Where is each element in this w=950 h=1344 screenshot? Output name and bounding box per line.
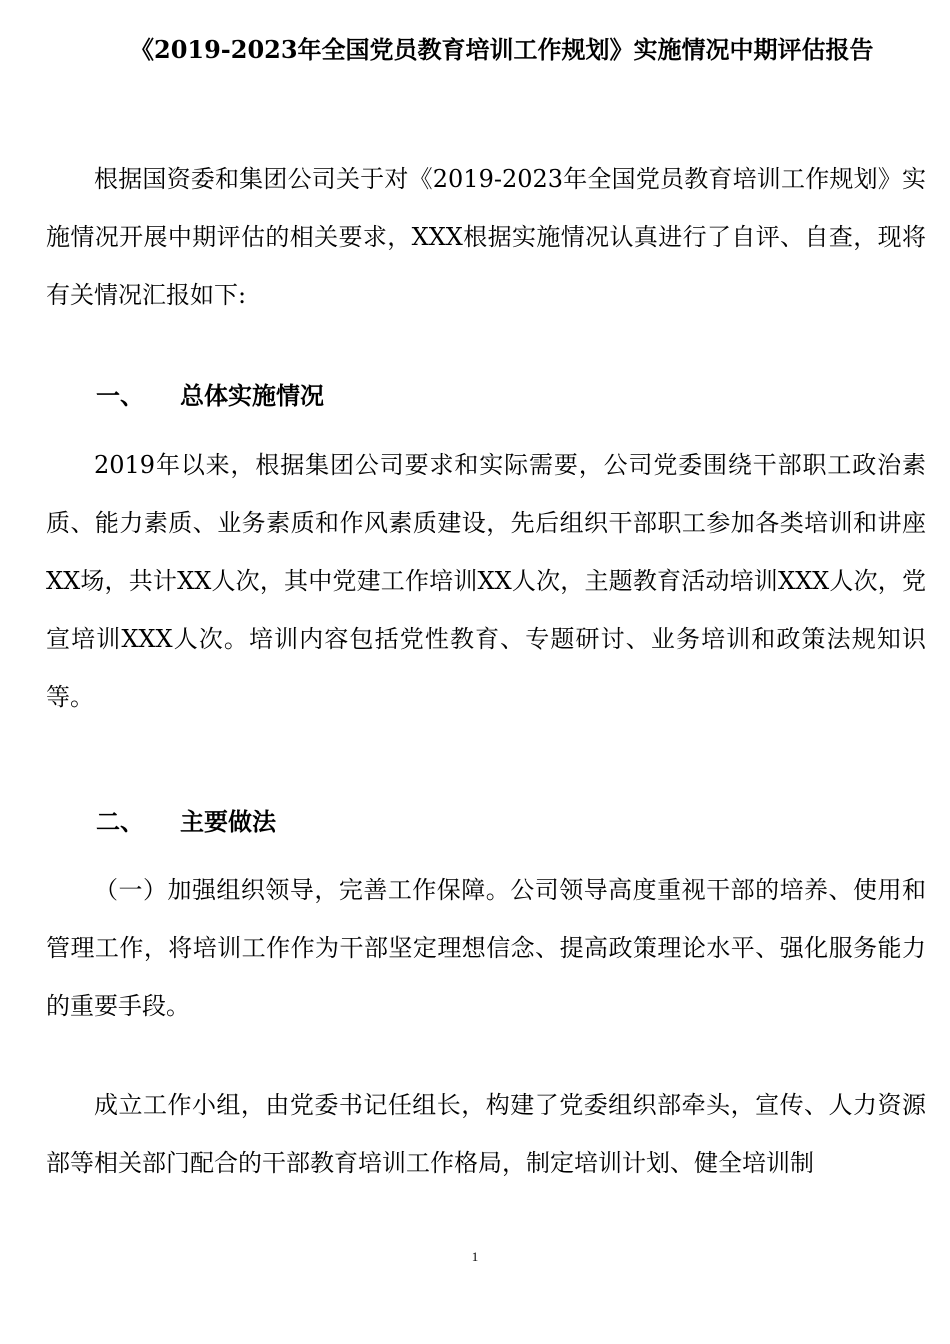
section-heading-2 [96, 802, 276, 842]
section-title-2: 主要做法 [180, 807, 276, 836]
section-number-2: 二、 [96, 807, 144, 836]
section-number-1: 一、 [96, 381, 144, 410]
intro-paragraph: 根据国资委和集团公司关于对《2019-2023年全国党员教育培训工作规划》实施情况开展中期评估的相关要求，XXX根据实施情况认真进行了自评、自查，现将有关情况汇报如下: [46, 165, 926, 309]
section-title-1: 总体实施情况 [180, 381, 324, 410]
section-2-paragraph-2: 成立工作小组，由党委书记任组长，构建了党委组织部牵头，宣传、人力资源部等相关部门配合的干部教育培训工作格局，制定培训计划、健全培训制 [46, 1091, 926, 1177]
section-1-paragraph: 2019年以来，根据集团公司要求和实际需要，公司党委围绕干部职工政治素质、能力素质、业务素质和作风素质建设，先后组织干部职工参加各类培训和讲座XX场，共计XX人次，其中党建工作培训XX人次，主题教育活动培训XXX人次，党宣培训XXX人次。培训内容包括党性教育、专题研讨、业务培训和政策法规知识等。 [46, 451, 926, 711]
page-number: 1 [471, 1249, 479, 1264]
section-heading-1 [96, 376, 324, 416]
document-title: 《2019-2023年全国党员教育培训工作规划》实施情况中期评估报告 [130, 35, 874, 64]
section-2-paragraph-1: （一）加强组织领导，完善工作保障。公司领导高度重视干部的培养、使用和管理工作，将培训工作作为干部坚定理想信念、提高政策理论水平、强化服务能力的重要手段。 [46, 876, 926, 1020]
